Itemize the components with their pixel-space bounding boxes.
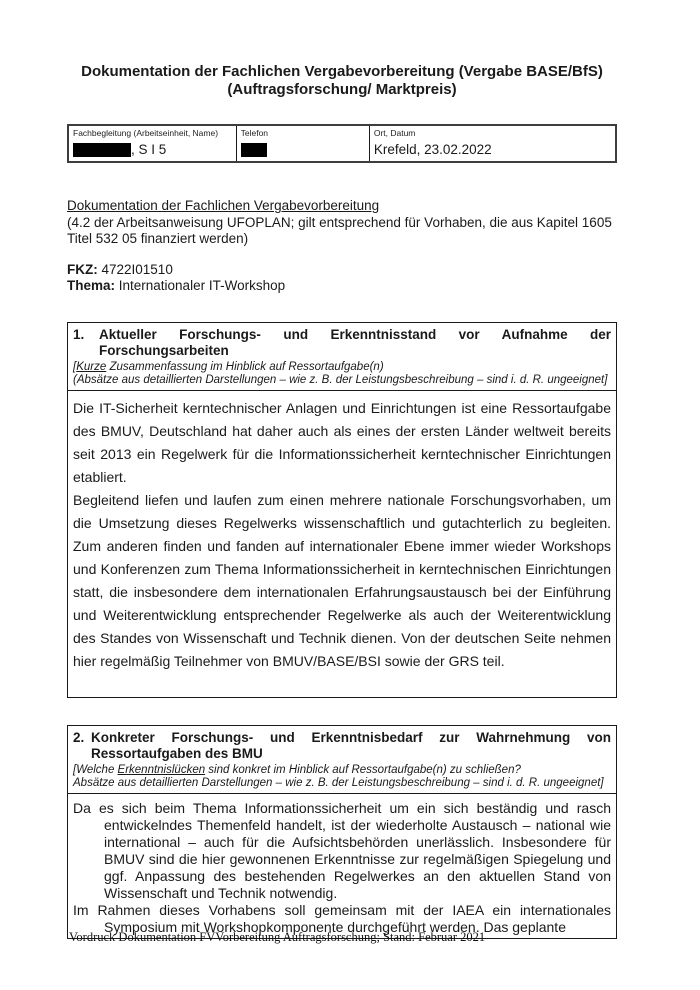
thema-line xyxy=(67,278,617,295)
info-cell-telefon xyxy=(237,126,370,161)
note-pre: [ xyxy=(73,360,77,373)
section-2-paragraph-2: Im Rahmen dieses Vorhabens soll gemeinsam mit der IAEA ein internationales Symposium mit Workshopkomponente durchgeführt werden. Das geplante xyxy=(73,901,611,935)
info-value-ort-datum: Krefeld, 23.02.2022 xyxy=(373,142,492,157)
info-label-fachbegleitung: Fachbegleitung (Arbeitseinheit, Name) xyxy=(73,128,219,138)
section-2-title xyxy=(73,730,611,762)
note-post: sind konkret im Hinblick auf Ressortaufgabe(n) zu schließen? xyxy=(205,763,521,776)
fachbegleitung-unit: , S I 5 xyxy=(131,142,167,157)
fkz-label: FKZ: xyxy=(67,261,98,277)
page-footer: Vordruck Dokumentation FVVorbereitung Auftragsforschung; Stand: Februar 2021 xyxy=(69,930,486,944)
intro-subnote: (4.2 der Arbeitsanweisung UFOPLAN; gilt entsprechend für Vorhaben, die aus Kapitel 1605 Titel 532 05 finanziert werden) xyxy=(67,214,612,246)
info-cell-ort-datum xyxy=(370,126,615,161)
section-2-box xyxy=(67,725,617,939)
section-2-title-text: Konkreter Forschungs- und Erkenntnisbedarf zur Wahrnehmung von Ressortaufgaben des BMU xyxy=(91,729,611,761)
page-content xyxy=(67,0,617,939)
note-underlined: Erkenntnislücken xyxy=(117,763,206,776)
note-post: Zusammenfassung im Hinblick auf Ressortaufgabe(n) xyxy=(106,360,384,373)
redacted-name-box xyxy=(73,143,131,157)
section-1-notes xyxy=(73,361,611,388)
section-1-title-text: Aktueller Forschungs- und Erkenntnisstand vor Aufnahme der Forschungsarbeiten xyxy=(99,326,611,358)
document-title xyxy=(67,63,617,99)
section-2-note-line1 xyxy=(73,764,611,778)
fkz-thema-block xyxy=(67,262,617,295)
section-1-box xyxy=(67,322,617,698)
redacted-phone-box xyxy=(241,143,267,157)
section-2-header xyxy=(68,726,616,794)
section-1-note-line1 xyxy=(73,361,611,375)
section-1-number: 1. xyxy=(73,326,85,342)
fkz-line xyxy=(67,262,617,279)
fkz-value: 4722I01510 xyxy=(97,261,173,277)
info-value-fachbegleitung xyxy=(73,141,232,158)
intro-heading: Dokumentation der Fachlichen Vergabevorbereitung xyxy=(67,198,380,213)
section-1-header xyxy=(68,323,616,391)
thema-value: Internationaler IT-Workshop xyxy=(115,278,286,293)
info-cell-fachbegleitung xyxy=(69,126,237,161)
section-2-body xyxy=(68,794,616,938)
info-label-telefon: Telefon xyxy=(240,128,269,138)
section-2-note-line2: Absätze aus detaillierten Darstellungen – wie z. B. der Leistungsbeschreibung – sind i. d. R. ungeeignet] xyxy=(73,777,604,789)
section-1-note-line2: (Absätze aus detaillierten Darstellungen – wie z. B. der Leistungsbeschreibung – sind i. d. R. ungeeignet] xyxy=(73,374,608,386)
info-value-telefon xyxy=(241,141,365,158)
section-1-title xyxy=(73,327,611,359)
section-2-notes xyxy=(73,764,611,791)
document-title-line1: Dokumentation der Fachlichen Vergabevorbereitung (Vergabe BASE/BfS) xyxy=(81,63,603,80)
section-1-paragraph-2: Begleitend liefen und laufen zum einen mehrere nationale Forschungsvorhaben, um die Umsetzung dieses Regelwerks wissenschaftlich und gutachterlich zu begleiten. Zum anderen finden und fanden auf internationaler Ebene immer wieder Workshops und Konferenzen zum Thema Informationssicherheit in kerntechnischen Einrichtungen statt, die insbesondere dem internationalen Erfahrungsaustausch bei der Einführung und Weiterentwicklung entsprechender Regelwerke als auch der Weiterentwicklung des Standes von Wissenschaft und Technik dienen. Von der deutschen Seite nehmen hier regelmäßig Teilnehmer von BMUV/BASE/BSI sowie der GRS teil. xyxy=(73,491,611,669)
section-2-number: 2. xyxy=(73,729,85,745)
section-2-paragraph-1: Da es sich beim Thema Informationssicherheit um ein sich beständig und rasch entwickelndes Themenfeld handelt, ist der wiederholte Austausch – national wie international – auch für die Aufsichtsbehörden unerlässlich. Insbesondere für BMUV sind die hier gewonnenen Erkenntnisse zur regelmäßigen Spiegelung und ggf. Anpassung des bestehenden Regelwerkes an den aktuellen Stand von Wissenschaft und Technik notwendig. xyxy=(73,799,611,901)
section-1-body xyxy=(68,391,616,697)
intro-block xyxy=(67,198,617,295)
thema-label: Thema: xyxy=(67,278,116,293)
document-title-line2: (Auftragsforschung/ Marktpreis) xyxy=(227,81,457,98)
note-underlined: Kurze xyxy=(76,360,107,373)
section-1-paragraph-1: Die IT-Sicherheit kerntechnischer Anlagen und Einrichtungen ist eine Ressortaufgabe des BMUV, Deutschland hat daher auch als eines der ersten Länder weltweit bereits seit 2013 ein Regelwerk für die Informationssicherheit kerntechnischer Einrichtungen etabliert. xyxy=(73,399,611,485)
note-pre: [Welche xyxy=(73,763,118,776)
info-table xyxy=(67,124,617,163)
info-label-ort-datum: Ort, Datum xyxy=(373,128,416,138)
